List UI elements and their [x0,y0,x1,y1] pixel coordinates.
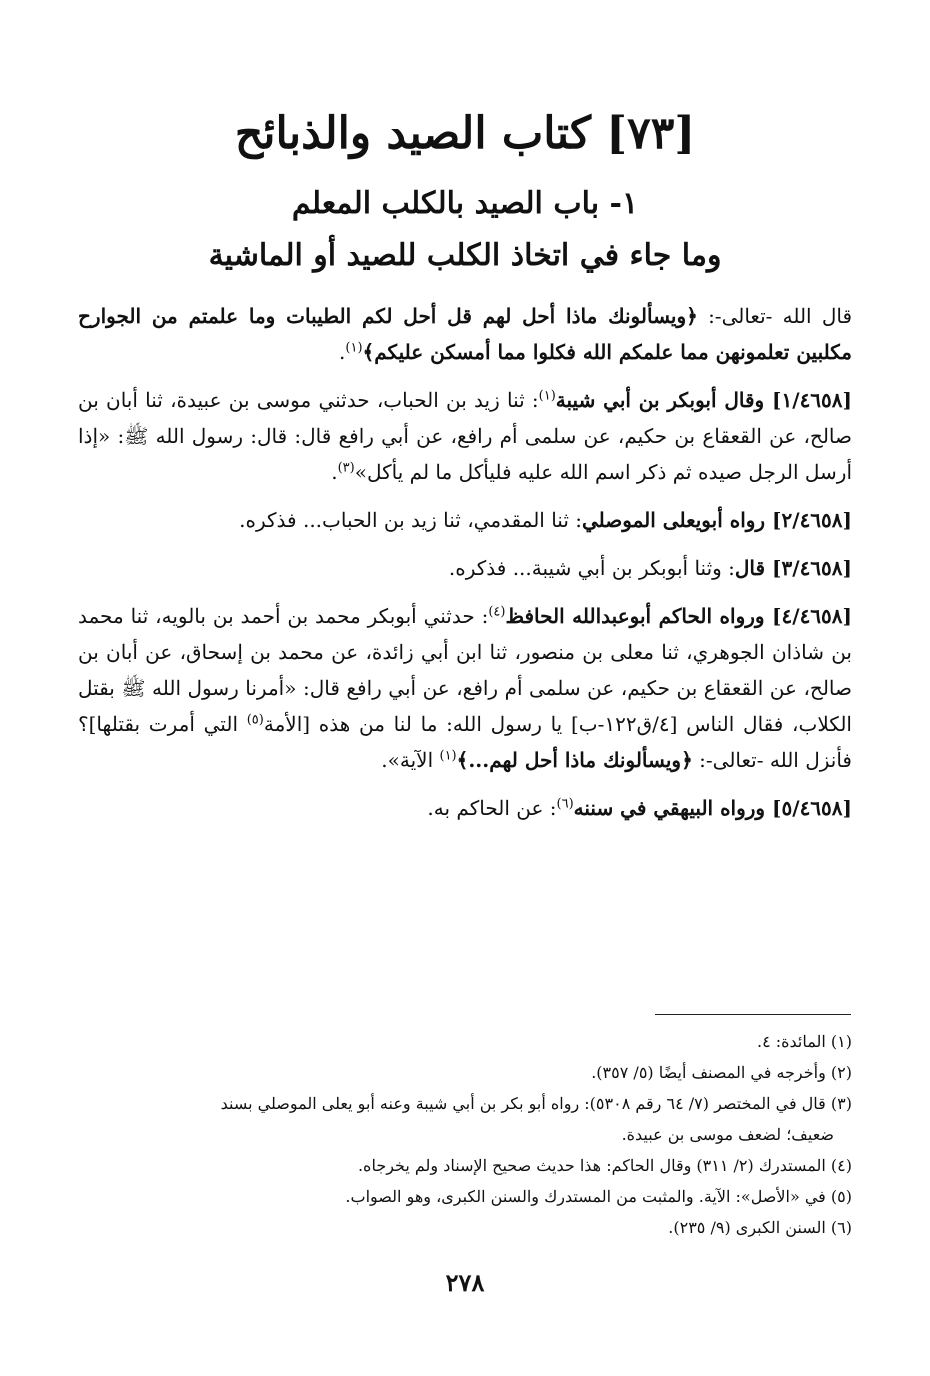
chapter-title: [٧٣] كتاب الصيد والذبائح [234,108,696,159]
narrator: ورواه البيهقي في سننه [573,796,766,820]
hadith-text: : حدثني أبوبكر محمد بن أحمد بن بالويه، ثنا محمد بن شاذان الجوهري، ثنا معلى بن منصور، ثنا ابن أبي زائدة، عن محمد بن إسحاق، عن أبان بن صالح، عن القعقاع بن حكيم، عن سلمى أم رافع، عن أبي رافع قال: «أمرنا رسول الله ﷺ بقتل الكلاب، فقال الناس [٤/ق١٢٢-ب] يا رسول الله: ما لنا من هذه [الأمة [78,604,852,736]
hadith-3 [78,550,852,586]
footnote-6: (٦) السنن الكبرى (٩/ ٢٣٥). [668,1218,852,1237]
quran-verse: ﴿ويسألونك ماذا أحل لهم قل أحل لكم الطيبات وما علمتم من الجوارح مكلبين تعلمونهن مما علمكم الله فكلوا مما أمسكن عليكم﴾ [78,304,852,364]
hadith-ref: [٤/٤٦٥٨] [764,604,852,628]
footnote-marker: (٦) [556,796,574,812]
hadith-ref: [٢/٤٦٥٨] [765,508,852,532]
hadith-text: : ثنا المقدمي، ثنا زيد بن الحباب... فذكره. [239,508,583,532]
footnote-4: (٤) المستدرك (٢/ ٣١١) وقال الحاكم: هذا حديث صحيح الإسناد ولم يخرجاه. [357,1156,852,1175]
page-body [78,104,852,838]
intro-lead: قال الله -تعالى-: [697,304,853,328]
footnote-marker: (١) [538,388,556,404]
hadith-text: التي أمرت بقتلها]؟ فأنزل الله -تعالى-: [78,712,852,772]
hadith-text: : عن الحاكم به. [427,796,557,820]
footnote-marker: (٣) [337,460,355,476]
footnote-5: (٥) في «الأصل»: الآية. والمثبت من المستدرك والسنن الكبرى، وهو الصواب. [345,1187,852,1206]
page-number: ٢٧٨ [445,1268,485,1297]
narrator: قال [734,556,766,580]
footnote-2: (٢) وأخرجه في المصنف أيضًا (٥/ ٣٥٧). [591,1063,852,1082]
hadith-2 [78,502,852,538]
hadith-text: : وثنا أبوبكر بن أبي شيبة... فذكره. [448,556,735,580]
footnote-1: (١) المائدة: ٤. [756,1032,852,1051]
intro-paragraph [78,298,852,370]
footnote-marker: (١) [439,748,457,764]
hadith-ref: [٣/٤٦٥٨] [765,556,852,580]
hadith-tail: . [331,460,338,484]
footnotes [78,1026,852,1243]
section-subtitle: وما جاء في اتخاذ الكلب للصيد أو الماشية [208,238,722,273]
hadith-5 [78,790,852,826]
footnote-marker: (٥) [246,712,264,728]
narrator: ورواه الحاكم أبوعبدالله الحافظ [505,604,765,628]
hadith-4 [78,598,852,778]
footnote-marker: (٤) [488,604,506,620]
narrator: رواه أبويعلى الموصلي [582,508,766,532]
footnote-3: (٣) قال في المختصر (٧/ ٦٤ رقم ٥٣٠٨): رواه أبو بكر بن أبي شيبة وعنه أبو يعلى الموصلي بسند [220,1094,852,1113]
footnote-marker: (١) [345,340,363,356]
quran-verse: ﴿ويسألونك ماذا أحل لهم...﴾ [456,748,693,772]
hadith-ref: [١/٤٦٥٨] [764,388,852,412]
hadith-ref: [٥/٤٦٥٨] [765,796,852,820]
hadith-text: : ثنا زيد بن الحباب، حدثني موسى بن عبيدة، ثنا أبان بن صالح، عن القعقاع بن حكيم، عن سلمى أم رافع، عن أبي رافع قال: قال: رسول الله ﷺ: «إذا أرسل الرجل صيده ثم ذكر اسم الله عليه فليأكل ما لم يأكل» [78,388,852,484]
intro-tail: . [339,340,346,364]
footnote-divider [655,1014,851,1015]
hadith-text: الآية». [381,748,440,772]
narrator: وقال أبوبكر بن أبي شيبة [555,388,765,412]
section-title: ١- باب الصيد بالكلب المعلم [291,186,639,221]
hadith-1 [78,382,852,490]
footnote-3-continued: ضعيف؛ لضعف موسى بن عبيدة. [621,1125,834,1144]
